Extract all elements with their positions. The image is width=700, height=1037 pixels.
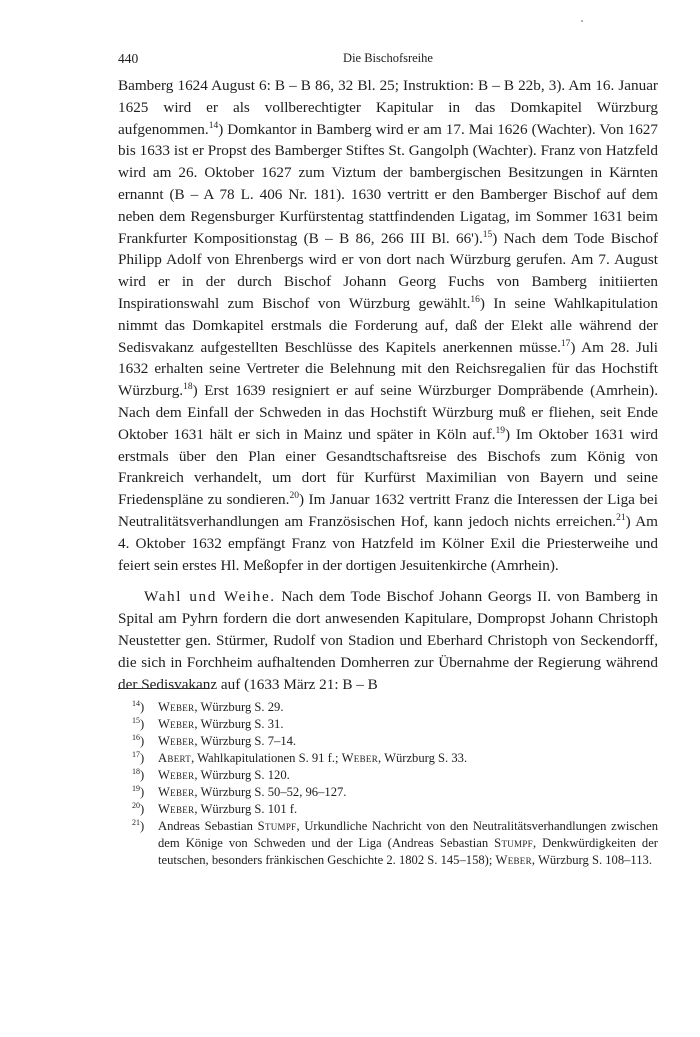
main-text [118,75,658,695]
text-run: ) Domkantor in Bamberg wird er am 17. Mai 1626 (Wachter). Von 1627 bis 1633 ist er Propst des Bamberger Stiftes St. Gangolph (Wachter). Franz von Hatzfeld wird am 26. Oktober 1627 zum Viztum der bambergischen Besitzungen in Kärnten ernannt (B – A 78 L. 406 Nr. 181). 1630 vertritt er den Bamberger Bischof auf dem neben dem Regensburger Kurfürstentag stattfindenden Ligatag, im Sommer 1631 beim Frankfurter Kompositionstag (B – B 86, 266 III Bl. 66'). [118,120,658,247]
footnote-number: $^{20}$) [132,801,145,816]
footnote-19 [132,784,658,801]
text-run: Nach dem Tode Bischof Johann Georgs II. von Bamberg in Spital am Pyhrn fordern die dort anwesenden Kapitulare, Dompropst Johann Christoph Neustetter gen. Stürmer, Rudolf von Stadion und Eberhard Christoph von Seckendorff, die sich in Forchheim aufhaltenden Domherren zur Übernahme der Regierung während der Sedisvakanz auf (1633 März 21: B – B [118,588,658,693]
author-name: Stumpf [494,836,533,850]
page-header [118,51,658,71]
footnote-ref-20[interactable]: 20 [289,491,299,502]
footnote-number: $^{17}$) [132,750,145,765]
footnote-14 [132,699,658,716]
author-name: Weber [158,700,195,714]
text-run: ) Erst 1639 resigniert er auf seine Würzburger Dompräbende (Amrhein). Nach dem Einfall der Schweden in das Hochstift Würzburg muß er fliehen, seit Ende Oktober 1631 hält er sich in Mainz und später in Köln auf. [118,382,658,443]
author-name: Weber [495,853,532,867]
author-name: Weber [158,734,195,748]
running-title: Die Bischofsreihe [343,51,433,65]
author-name: Stumpf [257,819,297,833]
footnote-number: $^{14}$) [132,699,145,714]
footnote-ref-17[interactable]: 17 [560,338,571,349]
footnote-21 [132,818,658,869]
text-run: ) In seine Wahlkapitulation nimmt das Domkapitel erstmals die Forderung auf, daß der Elekt alle während der Sedisvakanz aufgestellten Beschlüsse des Kapitels anerkennen müsse. [118,294,658,356]
citation-text: , Würzburg S. 101 f. [194,802,298,816]
footnote-number: $^{16}$) [132,733,145,748]
citation-text: , Würzburg S. 29. [194,700,284,714]
citation-text: Andreas Sebastian [158,819,258,833]
author-name: Weber [158,785,195,799]
citation-text: , Würzburg S. 108–113. [531,853,653,867]
footnote-number: $^{21}$) [132,818,145,833]
text-run: ) Im Januar 1632 vertritt Franz die Interessen der Liga bei Neutralitätsverhandlungen am Französischen Hof, kann jedoch nichts erreichen. [118,491,658,530]
citation-text: , Urkundliche Nachricht von den Neutralitätsverhandlungen zwischen dem Könige von Schweden und der Liga (Andreas Sebastian [158,819,658,850]
footnote-ref-16[interactable]: 16 [470,294,480,305]
footnote-separator [118,688,209,689]
scan-speck [581,20,583,22]
footnote-number: $^{15}$) [132,716,145,731]
citation-text: , Würzburg S. 50–52, 96–127. [194,785,347,799]
footnote-ref-19[interactable]: 19 [495,425,506,436]
author-name: Weber [341,751,379,765]
footnote-number: $^{19}$) [132,784,145,799]
text-run: Bamberg 1624 August 6: B – B 86, 32 Bl. 25; Instruktion: B – B 22b, 3). Am 16. Januar 1625 wird er als vollberechtigter Kapitular in das Domkapitel Würzburg aufgenommen. [118,77,658,138]
footnote-ref-18[interactable]: 18 [183,382,193,393]
footnote-20 [132,801,658,818]
text-run: ) Am 4. Oktober 1632 empfängt Franz von Hatzfeld im Kölner Exil die Priesterweihe und feiert sein erstes Hl. Meßopfer in der dortigen Jesuitenkirche (Amrhein). [118,512,658,574]
text-run: ) Nach dem Tode Bischof Philipp Adolf von Ehrenbergs wird er von dort nach Würzburg gerufen. Am 7. August wird er in der durch Bischof Johann Georg Fuchs von Bamberg initiierten Inspirationswahl zum Bischof von Würzburg gewählt. [118,229,659,312]
page-number: 440 [118,51,139,66]
footnote-17 [132,750,658,767]
author-name: Weber [158,717,195,731]
paragraph-election [118,586,658,695]
footnote-18 [132,767,658,784]
footnote-ref-14[interactable]: 14 [208,120,219,131]
citation-text: , Wahlkapitulationen S. 91 f.; [191,751,342,765]
footnotes [132,699,658,869]
text-run: ) Im Oktober 1631 wird erstmals über den Plan einer Gesandtschaftsreise des Bischofs zum König von Frankreich verhandelt, um dort für Kurfürst Maximilian von Bayern und seine Friedenspläne zu sondieren. [118,425,658,509]
citation-text: , Würzburg S. 33. [378,751,468,765]
citation-text: , Würzburg S. 120. [194,768,290,782]
section-heading: Wahl und Weihe. [144,588,276,606]
citation-text: , Würzburg S. 7–14. [194,734,297,748]
author-name: Weber [158,802,195,816]
author-name: Weber [158,768,195,782]
footnote-ref-21[interactable]: 21 [616,512,626,523]
footnote-ref-15[interactable]: 15 [482,229,493,240]
paragraph-career [118,75,658,576]
text-run: ) Am 28. Juli 1632 erhalten seine Vertreter die Belehnung mit den Reichsregalien für das Hochstift Würzburg. [118,338,658,400]
footnote-16 [132,733,658,750]
citation-text: , Denkwürdigkeiten der teutschen, besonders fränkischen Geschichte 2. 1802 S. 145–158); [158,836,658,867]
citation-text: , Würzburg S. 31. [194,717,284,731]
footnote-number: $^{18}$) [132,767,145,782]
footnote-15 [132,716,658,733]
author-name: Abert [158,751,192,765]
